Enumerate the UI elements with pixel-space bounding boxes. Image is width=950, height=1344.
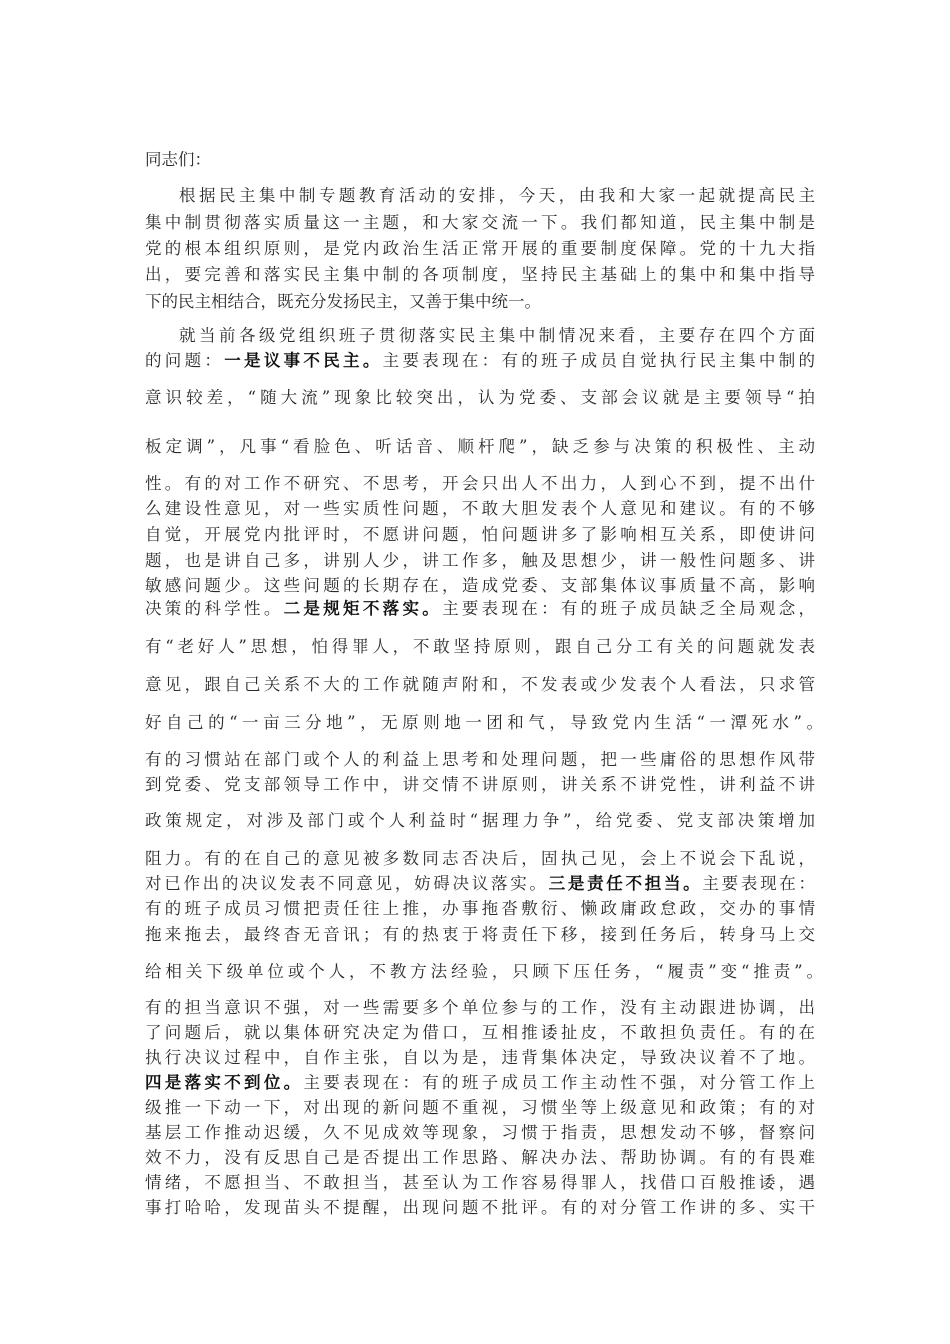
paragraph-line: 出，要完善和落实民主集中制的各项制度，坚持民主基础上的集中和集中指导 <box>145 265 815 284</box>
text-run: 对已作出的决议发表不同意见，妨碍决议落实。 <box>145 874 549 893</box>
paragraph-line: 党的根本组织原则，是党内政治生活正常开展的重要制度保障。党的十九大指 <box>145 239 815 258</box>
paragraph-line-mixed <box>145 871 815 897</box>
paragraph-line: 下的民主相结合，既充分发扬民主，又善于集中统一。 <box>145 292 541 311</box>
paragraph-line: 到党委、党支部领导工作中，讲交情不讲原则，讲关系不讲党性，讲利益不讲 <box>145 775 815 794</box>
paragraph-line: 有的班子成员习惯把责任往上推，办事拖沓敷衍、懒政庸政怠政，交办的事情 <box>145 899 815 918</box>
paragraph-line: 政策规定，对涉及部门或个人利益时“据理力争”，给党委、党支部决策增加 <box>145 811 815 830</box>
paragraph-line: 根据民主集中制专题教育活动的安排，今天，由我和大家一起就提高民主 <box>179 186 815 205</box>
text-run: 主要表现在： <box>702 874 816 893</box>
paragraph-line: 情绪，不愿担当、不敢担当，甚至认为工作容易得罪人，找借口百般推诿，遇 <box>145 1173 815 1192</box>
paragraph-line: 自觉，开展党内批评时，不愿讲问题，怕问题讲多了影响相互关系，即使讲问 <box>145 525 815 544</box>
section-heading-2: 二是规矩不落实。 <box>283 599 443 618</box>
text-run: 主要表现在：有的班子成员工作主动性不强，对分管工作上 <box>303 1073 816 1092</box>
paragraph-line: 意识较差，“随大流”现象比较突出，认为党委、支部会议就是主要领导“拍 <box>145 388 815 407</box>
paragraph-line: 给相关下级单位或个人，不教方法经验，只顾下压任务，“履责”变“推责”。 <box>145 962 823 981</box>
section-heading-4: 四是落实不到位。 <box>145 1073 304 1092</box>
paragraph-line: 有“老好人”思想，怕得罪人，不敢坚持原则，跟自己分工有关的问题就发表 <box>145 637 815 656</box>
text-run: 的问题： <box>145 351 225 370</box>
salutation: 同志们： <box>145 150 211 169</box>
paragraph-line: 性。有的对工作不研究、不思考，开会只出人不出力，人到心不到，提不出什 <box>145 474 815 493</box>
text-run: 主要表现在：有的班子成员缺乏全局观念， <box>442 599 816 618</box>
paragraph-line: 题，也是讲自己多，讲别人少，讲工作多，触及思想少，讲一般性问题多、讲 <box>145 551 815 570</box>
paragraph-line: 事打哈哈，发现苗头不提醒，出现问题不批评。有的对分管工作讲的多、实干 <box>145 1198 815 1217</box>
text-run: 主要表现在：有的班子成员自觉执行民主集中制的 <box>382 351 816 370</box>
paragraph-line-mixed <box>145 1070 815 1096</box>
paragraph-line: 板定调”，凡事“看脸色、听话音、顺杆爬”，缺乏参与决策的积极性、主动 <box>145 437 815 456</box>
paragraph-line: 么建设性意见，对一些实质性问题，不敢大胆发表个人意见和建议。有的不够 <box>145 499 815 518</box>
paragraph-line-mixed <box>145 596 815 622</box>
paragraph-line: 级推一下动一下，对出现的新问题不重视，习惯坐等上级意见和政策；有的对 <box>145 1098 815 1117</box>
paragraph-line: 拖来拖去，最终杳无音讯；有的热衷于将责任下移，接到任务后，转身马上交 <box>145 925 815 944</box>
paragraph-line: 集中制贯彻落实质量这一主题，和大家交流一下。我们都知道，民主集中制是 <box>145 213 815 232</box>
paragraph-line: 就当前各级党组织班子贯彻落实民主集中制情况来看，主要存在四个方面 <box>179 326 815 345</box>
paragraph-line: 效不力，没有反思自己是否提出工作思路、解决办法、帮助协调。有的有畏难 <box>145 1148 815 1167</box>
section-heading-3: 三是责任不担当。 <box>548 874 703 893</box>
paragraph-line-mixed <box>145 348 815 374</box>
paragraph-line: 有的担当意识不强，对一些需要多个单位参与的工作，没有主动跟进协调，出 <box>145 998 815 1017</box>
section-heading-1: 一是议事不民主。 <box>224 351 383 370</box>
paragraph-line: 阻力。有的在自己的意见被多数同志否决后，固执己见，会上不说会下乱说， <box>145 849 815 868</box>
paragraph-line: 好自己的“一亩三分地”，无原则地一团和气，导致党内生活“一潭死水”。 <box>145 713 823 732</box>
paragraph-line: 有的习惯站在部门或个人的利益上思考和处理问题，把一些庸俗的思想作风带 <box>145 750 815 769</box>
paragraph-line: 了问题后，就以集体研究决定为借口，互相推诿扯皮，不敢担负责任。有的在 <box>145 1023 815 1042</box>
paragraph-line: 意见，跟自己关系不大的工作就随声附和，不发表或少发表个人看法，只求管 <box>145 675 815 694</box>
paragraph-line: 敏感问题少。这些问题的长期存在，造成党委、支部集体议事质量不高，影响 <box>145 576 815 595</box>
paragraph-line: 执行决议过程中，自作主张，自以为是，违背集体决定，导致决议着不了地。 <box>145 1048 815 1067</box>
paragraph-line: 基层工作推动迟缓，久不见成效等现象，习惯于指责，思想发动不够，督察问 <box>145 1123 815 1142</box>
text-run: 决策的科学性。 <box>145 599 284 618</box>
